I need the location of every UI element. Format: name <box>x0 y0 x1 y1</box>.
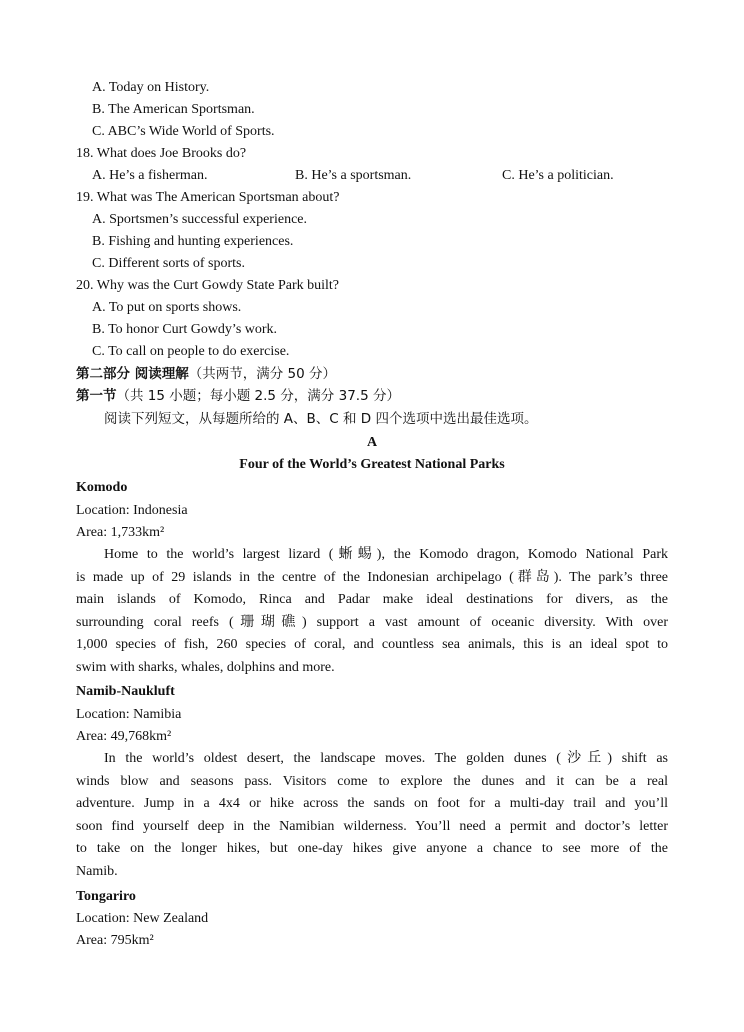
paragraph-line: to take on the longer hikes, but one-day hikes give anyone a chance to see more of the <box>76 841 668 857</box>
q19-option-a: A. Sportsmen’s successful experience. <box>92 212 307 227</box>
q19-stem: 19. What was The American Sportsman about? <box>76 190 340 205</box>
paragraph-line: Namib. <box>76 863 118 879</box>
paragraph-line: is made up of 29 islands in the centre of the Indonesian archipelago (群岛). The park’s three <box>76 569 668 585</box>
q18-option-a: A. He’s a fisherman. <box>92 168 208 183</box>
q18-option-c: C. He’s a politician. <box>502 168 614 183</box>
paragraph-line: surrounding coral reefs (珊瑚礁) support a vast amount of oceanic diversity. With over <box>76 614 668 630</box>
park-name-namib: Namib-Naukluft <box>76 684 175 699</box>
paragraph-line: main islands of Komodo, Rinca and Padar make ideal destinations for divers, as the <box>76 592 668 608</box>
instruction: 阅读下列短文，从每题所给的 A、B、C 和 D 四个选项中选出最佳选项。 <box>104 411 538 427</box>
paragraph-line: swim with sharks, whales, dolphins and more. <box>76 659 335 675</box>
q19-option-b: B. Fishing and hunting experiences. <box>92 234 294 249</box>
paragraph-line: soon find yourself deep in the Namibian wilderness. You’ll need a permit and doctor’s letter <box>76 818 668 834</box>
part-heading <box>76 365 336 383</box>
q20-option-b: B. To honor Curt Gowdy’s work. <box>92 322 278 337</box>
subsection-heading <box>76 387 400 405</box>
paragraph-komodo <box>76 544 668 680</box>
part-note: （共两节，满分 50 分） <box>188 366 336 382</box>
subsection-title: 第一节 <box>76 388 117 404</box>
paragraph-line: winds blow and seasons pass. Visitors come to explore the dunes and it can be a real <box>76 773 668 789</box>
paragraph-line: In the world’s oldest desert, the landscape moves. The golden dunes (沙丘) shift as <box>104 751 668 766</box>
park-location-namib: Location: Namibia <box>76 707 182 722</box>
park-location-tongariro: Location: New Zealand <box>76 911 209 926</box>
park-location-komodo: Location: Indonesia <box>76 503 188 518</box>
park-area-komodo: Area: 1,733km² <box>76 525 165 540</box>
q20-option-c: C. To call on people to do exercise. <box>92 344 290 359</box>
park-area-namib: Area: 49,768km² <box>76 729 172 744</box>
paragraph-line: adventure. Jump in a 4x4 or hike across the sands on foot for a multi-day trail and you’ll <box>76 796 668 812</box>
part-title: 第二部分 阅读理解 <box>76 366 189 382</box>
q17-option-a: A. Today on History. <box>92 80 210 95</box>
park-area-tongariro: Area: 795km² <box>76 933 154 948</box>
subsection-note: （共 15 小题；每小题 2.5 分，满分 37.5 分） <box>116 388 400 404</box>
q18-options-row <box>92 167 652 185</box>
passage-title: Four of the World’s Greatest National Parks <box>239 457 505 472</box>
paragraph-line: 1,000 species of fish, 260 species of coral, and countless sea animals, this is an ideal spot to <box>76 637 668 653</box>
paragraph-line: Home to the world’s largest lizard (蜥蜴), the Komodo dragon, Komodo National Park <box>104 547 668 562</box>
q19-option-c: C. Different sorts of sports. <box>92 256 245 271</box>
q18-option-b: B. He’s a sportsman. <box>295 168 412 183</box>
park-name-komodo: Komodo <box>76 480 128 495</box>
q18-stem: 18. What does Joe Brooks do? <box>76 146 247 161</box>
q20-stem: 20. Why was the Curt Gowdy State Park built? <box>76 278 339 293</box>
park-name-tongariro: Tongariro <box>76 889 136 904</box>
q17-option-b: B. The American Sportsman. <box>92 102 255 117</box>
q20-option-a: A. To put on sports shows. <box>92 300 242 315</box>
q17-option-c: C. ABC’s Wide World of Sports. <box>92 124 275 139</box>
passage-letter: A <box>366 435 378 450</box>
paragraph-namib <box>76 748 668 884</box>
